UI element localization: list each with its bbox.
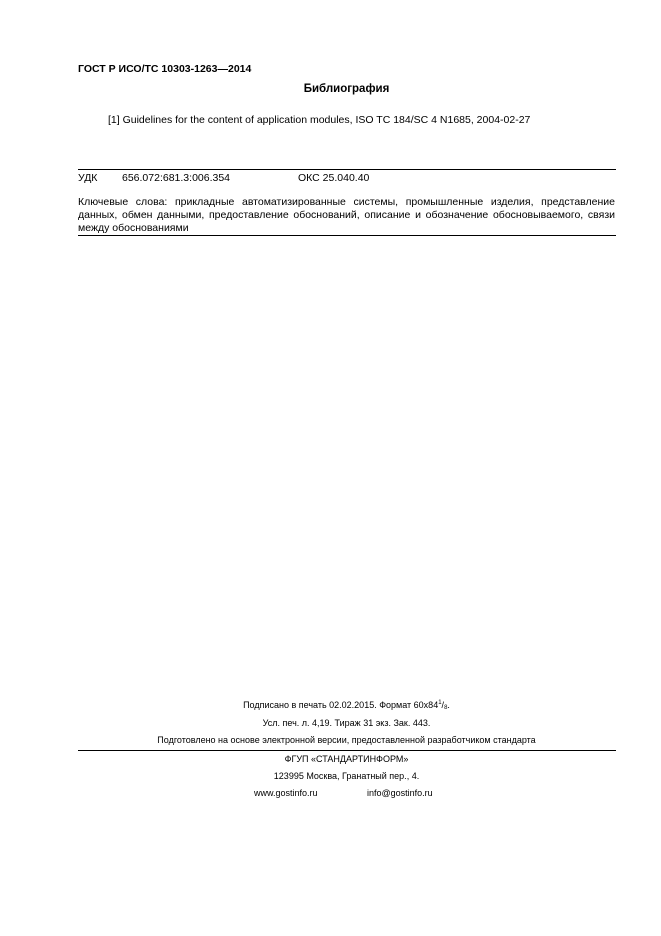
prepared-note: Подготовлено на основе электронной версии, предоставленной разработчиком стандарта — [157, 735, 536, 745]
website-link[interactable]: www.gostinfo.ru — [254, 788, 318, 798]
udk-label: УДК — [78, 172, 98, 184]
format-sub: 8 — [444, 705, 448, 711]
publisher-name: ФГУП «СТАНДАРТИНФОРМ» — [284, 754, 409, 764]
imprint-divider — [78, 750, 616, 751]
format-sup: 1 — [438, 700, 442, 706]
print-info: Усл. печ. л. 4,19. Тираж 31 экз. Зак. 443. — [262, 718, 431, 728]
format-suffix: . — [447, 700, 450, 710]
bibliography-title: Библиография — [303, 83, 390, 95]
bibliography-reference: [1] Guidelines for the content of application modules, ISO TC 184/SC 4 N1685, 2004-02-27 — [108, 114, 531, 126]
signed-text: Подписано в печать 02.02.2015. Формат 60х84 — [243, 700, 439, 710]
oks-code: ОКС 25.040.40 — [298, 172, 370, 184]
email-link[interactable]: info@gostinfo.ru — [367, 788, 433, 798]
divider-bottom — [78, 235, 616, 236]
signed-to-print: Подписано в печать 02.02.2015. Формат $60х84^1/_8$. — [243, 700, 450, 711]
keywords-paragraph: Ключевые слова: прикладные автоматизированные системы, промышленные изделия, представление данных, обмен данными, предоставление обоснований, описание и обозначение обосновываемого, связи между обоснованиями — [78, 196, 615, 234]
udk-value: 656.072:681.3:006.354 — [122, 172, 231, 184]
divider-top — [78, 169, 616, 170]
document-code: ГОСТ Р ИСО/ТС 10303-1263—2014 — [78, 63, 252, 75]
publisher-address: 123995 Москва, Гранатный пер., 4. — [273, 771, 420, 781]
